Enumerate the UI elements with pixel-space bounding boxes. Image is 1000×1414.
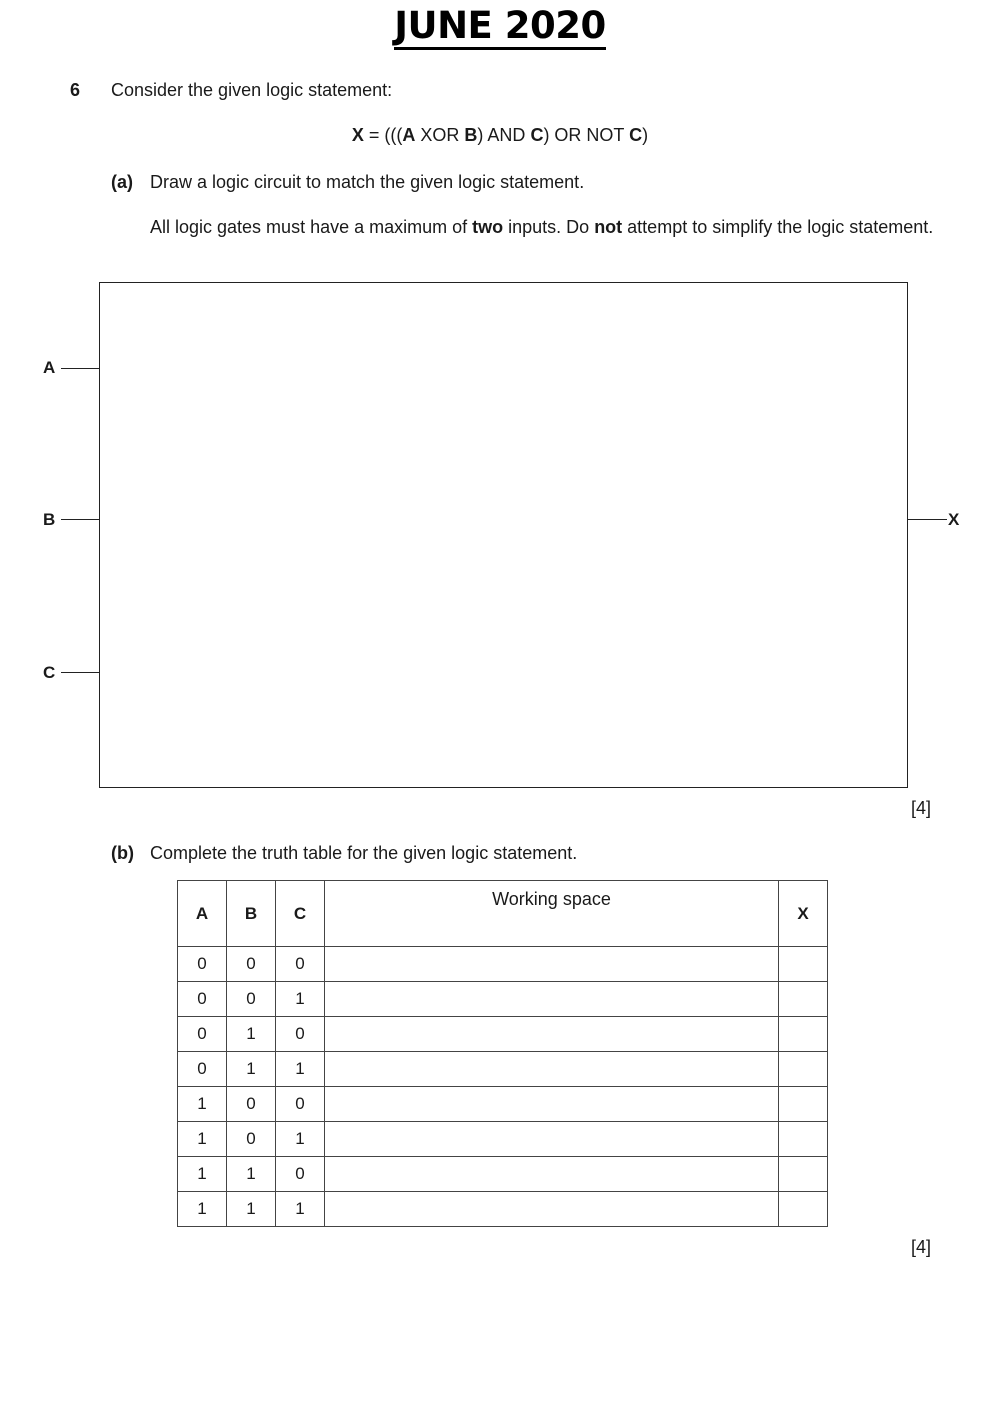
- table-row: [178, 947, 828, 982]
- part-b-text: Complete the truth table for the given logic statement.: [150, 843, 578, 863]
- cell-b: 0: [227, 982, 276, 1017]
- header-c: C: [276, 881, 325, 947]
- page-title-text: JUNE 2020: [394, 4, 605, 50]
- cell-working[interactable]: [325, 1017, 779, 1052]
- cell-a: 0: [178, 982, 227, 1017]
- cell-c: 0: [276, 1017, 325, 1052]
- expr-b: B: [464, 125, 478, 145]
- question-number: 6: [70, 80, 81, 100]
- cell-c: 0: [276, 947, 325, 982]
- expr-eq: = (((: [363, 125, 403, 145]
- table-row: [178, 1052, 828, 1087]
- logic-expression: [0, 125, 1000, 146]
- cell-x[interactable]: [779, 1157, 828, 1192]
- cell-b: 0: [227, 1122, 276, 1157]
- instr-p3: attempt to simplify the logic statement.: [622, 217, 934, 237]
- table-row: [178, 982, 828, 1017]
- expr-a: A: [402, 125, 416, 145]
- cell-working[interactable]: [325, 1192, 779, 1227]
- cell-x[interactable]: [779, 1017, 828, 1052]
- cell-x[interactable]: [779, 947, 828, 982]
- output-wire-x: [908, 519, 947, 520]
- cell-b: 0: [227, 947, 276, 982]
- header-x: X: [779, 881, 828, 947]
- cell-working[interactable]: [325, 1122, 779, 1157]
- cell-a: 1: [178, 1157, 227, 1192]
- cell-working[interactable]: [325, 947, 779, 982]
- expr-x: X: [351, 125, 364, 145]
- cell-b: 0: [227, 1087, 276, 1122]
- table-row: [178, 1017, 828, 1052]
- page-title: [0, 4, 1000, 47]
- cell-c: 1: [276, 1192, 325, 1227]
- truth-table-header: [178, 881, 828, 947]
- cell-a: 0: [178, 947, 227, 982]
- cell-c: 1: [276, 982, 325, 1017]
- expr-xor: XOR: [415, 125, 465, 145]
- cell-working[interactable]: [325, 1157, 779, 1192]
- cell-x[interactable]: [779, 1122, 828, 1157]
- part-a-label: (a): [111, 172, 133, 192]
- part-b-label: (b): [111, 843, 134, 863]
- cell-c: 0: [276, 1087, 325, 1122]
- part-b-marks: [4]: [911, 1237, 932, 1257]
- cell-working[interactable]: [325, 982, 779, 1017]
- expr-or-not: ) OR NOT: [543, 125, 630, 145]
- cell-working[interactable]: [325, 1087, 779, 1122]
- input-wire-c: [61, 672, 100, 673]
- cell-c: 0: [276, 1157, 325, 1192]
- cell-b: 1: [227, 1157, 276, 1192]
- cell-a: 1: [178, 1192, 227, 1227]
- truth-table: [177, 880, 828, 1227]
- question-intro: Consider the given logic statement:: [111, 80, 393, 100]
- part-a-instruction: [150, 216, 934, 238]
- input-label-b: B: [43, 510, 56, 529]
- input-label-c: C: [43, 663, 56, 682]
- cell-x[interactable]: [779, 982, 828, 1017]
- cell-c: 1: [276, 1052, 325, 1087]
- instr-p1: All logic gates must have a maximum of: [150, 217, 473, 237]
- cell-x[interactable]: [779, 1087, 828, 1122]
- cell-working[interactable]: [325, 1052, 779, 1087]
- input-label-a: A: [43, 358, 56, 377]
- input-wire-a: [61, 368, 100, 369]
- instr-not: not: [594, 217, 623, 237]
- cell-x[interactable]: [779, 1052, 828, 1087]
- instr-two: two: [472, 217, 504, 237]
- header-a: A: [178, 881, 227, 947]
- header-b: B: [227, 881, 276, 947]
- expr-close: ): [642, 125, 649, 145]
- output-label-x: X: [948, 510, 960, 529]
- header-working-space: Working space: [325, 881, 779, 947]
- input-wire-b: [61, 519, 100, 520]
- cell-a: 0: [178, 1017, 227, 1052]
- cell-c: 1: [276, 1122, 325, 1157]
- part-a-marks: [4]: [911, 798, 932, 818]
- instr-p2: inputs. Do: [503, 217, 595, 237]
- cell-a: 1: [178, 1087, 227, 1122]
- cell-b: 1: [227, 1052, 276, 1087]
- part-a-text: Draw a logic circuit to match the given logic statement.: [150, 172, 585, 192]
- expr-and: ) AND: [477, 125, 531, 145]
- cell-x[interactable]: [779, 1192, 828, 1227]
- table-row: [178, 1157, 828, 1192]
- expr-c1: C: [530, 125, 544, 145]
- cell-a: 0: [178, 1052, 227, 1087]
- table-row: [178, 1192, 828, 1227]
- cell-b: 1: [227, 1017, 276, 1052]
- cell-b: 1: [227, 1192, 276, 1227]
- circuit-drawing-area[interactable]: [99, 282, 908, 788]
- table-row: [178, 1122, 828, 1157]
- table-row: [178, 1087, 828, 1122]
- expr-c2: C: [629, 125, 643, 145]
- cell-a: 1: [178, 1122, 227, 1157]
